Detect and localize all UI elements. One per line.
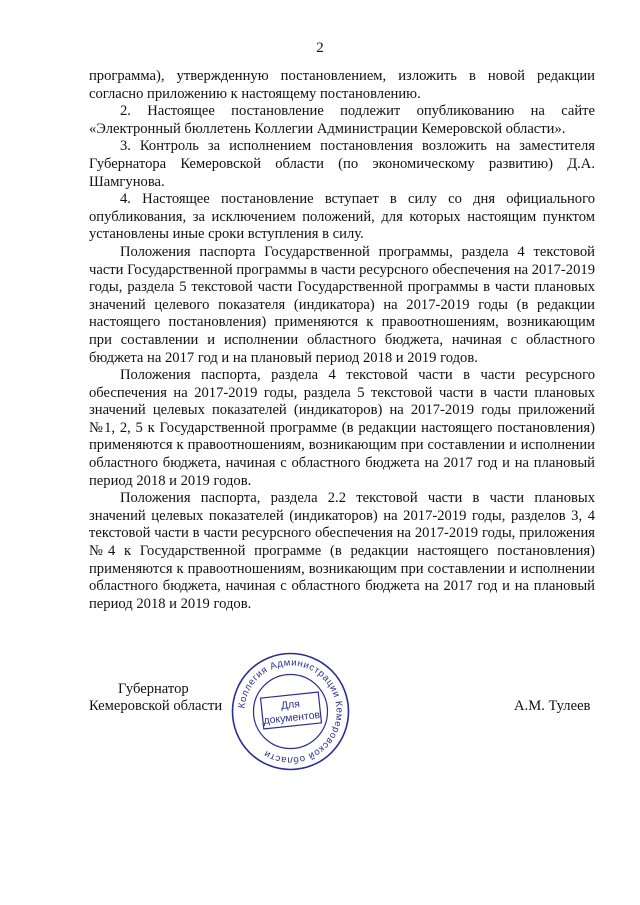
- document-body: [89, 68, 595, 613]
- paragraph: 2. Настоящее постановление подлежит опубликованию на сайте «Электронный бюллетень Коллегии Администрации Кемеровской области».: [89, 103, 595, 137]
- page-number: 2: [316, 40, 324, 56]
- paragraph: Положения паспорта, раздела 2.2 текстовой части в части плановых значений целевых показателей (индикаторов) на 2017-2019 годы, разделов 3, 4 текстовой части в части ресурсного обеспечения на 2017-2019 годы, приложения №4 к Государственной программе (в редакции настоящего постановления) применяются к правоотношениям, возникающим при составлении и исполнении областного бюджета, начиная с областного бюджета на 2017 год и на плановый период 2018 и 2019 годов.: [89, 490, 595, 612]
- stamp-center-line2: документов: [262, 709, 321, 727]
- stamp-center-line1: Для: [280, 698, 301, 712]
- stamp-ring-text: Коллегия Администрации Кемеровской области: [236, 657, 345, 766]
- official-stamp: [230, 651, 351, 772]
- signature-region: Кемеровской области: [89, 698, 223, 714]
- paragraph: Положения паспорта, раздела 4 текстовой части в части ресурсного обеспечения на 2017-2019 годы, раздела 5 текстовой части в части плановых значений целевых показателей (индикаторов) на 2017-2019 годы приложений №1, 2, 5 к Государственной программе (в редакции настоящего постановления) применяются к правоотношениям, возникающим при составлении и исполнении областного бюджета, начиная с областного бюджета на 2017 год и на плановый период 2018 и 2019 годов.: [89, 367, 595, 489]
- paragraph: Положения паспорта Государственной программы, раздела 4 текстовой части Государственной программы в части ресурсного обеспечения на 2017-2019 годы, раздела 5 текстовой части Государственной программы в части плановых значений целевого показателя (индикатора) на 2017-2019 годы (в редакции настоящего постановления) применяются к правоотношениям, возникающим при составлении и исполнении областного бюджета, начиная с областного бюджета на 2017 год и на плановый период 2018 и 2019 годов.: [89, 243, 595, 366]
- signature-title: Губернатор: [118, 681, 189, 697]
- paragraph: 3. Контроль за исполнением постановления возложить на заместителя Губернатора Кемеровской области (по экономическому развитию) Д.А. Шамгунова.: [89, 138, 595, 190]
- signature-name: А.М. Тулеев: [514, 698, 591, 714]
- paragraph: программа), утвержденную постановлением, изложить в новой редакции согласно приложению к настоящему постановлению.: [89, 68, 595, 102]
- paragraph: 4. Настоящее постановление вступает в силу со дня официального опубликования, за исключением положений, для которых настоящим пунктом установлены иные сроки вступления в силу.: [89, 191, 595, 243]
